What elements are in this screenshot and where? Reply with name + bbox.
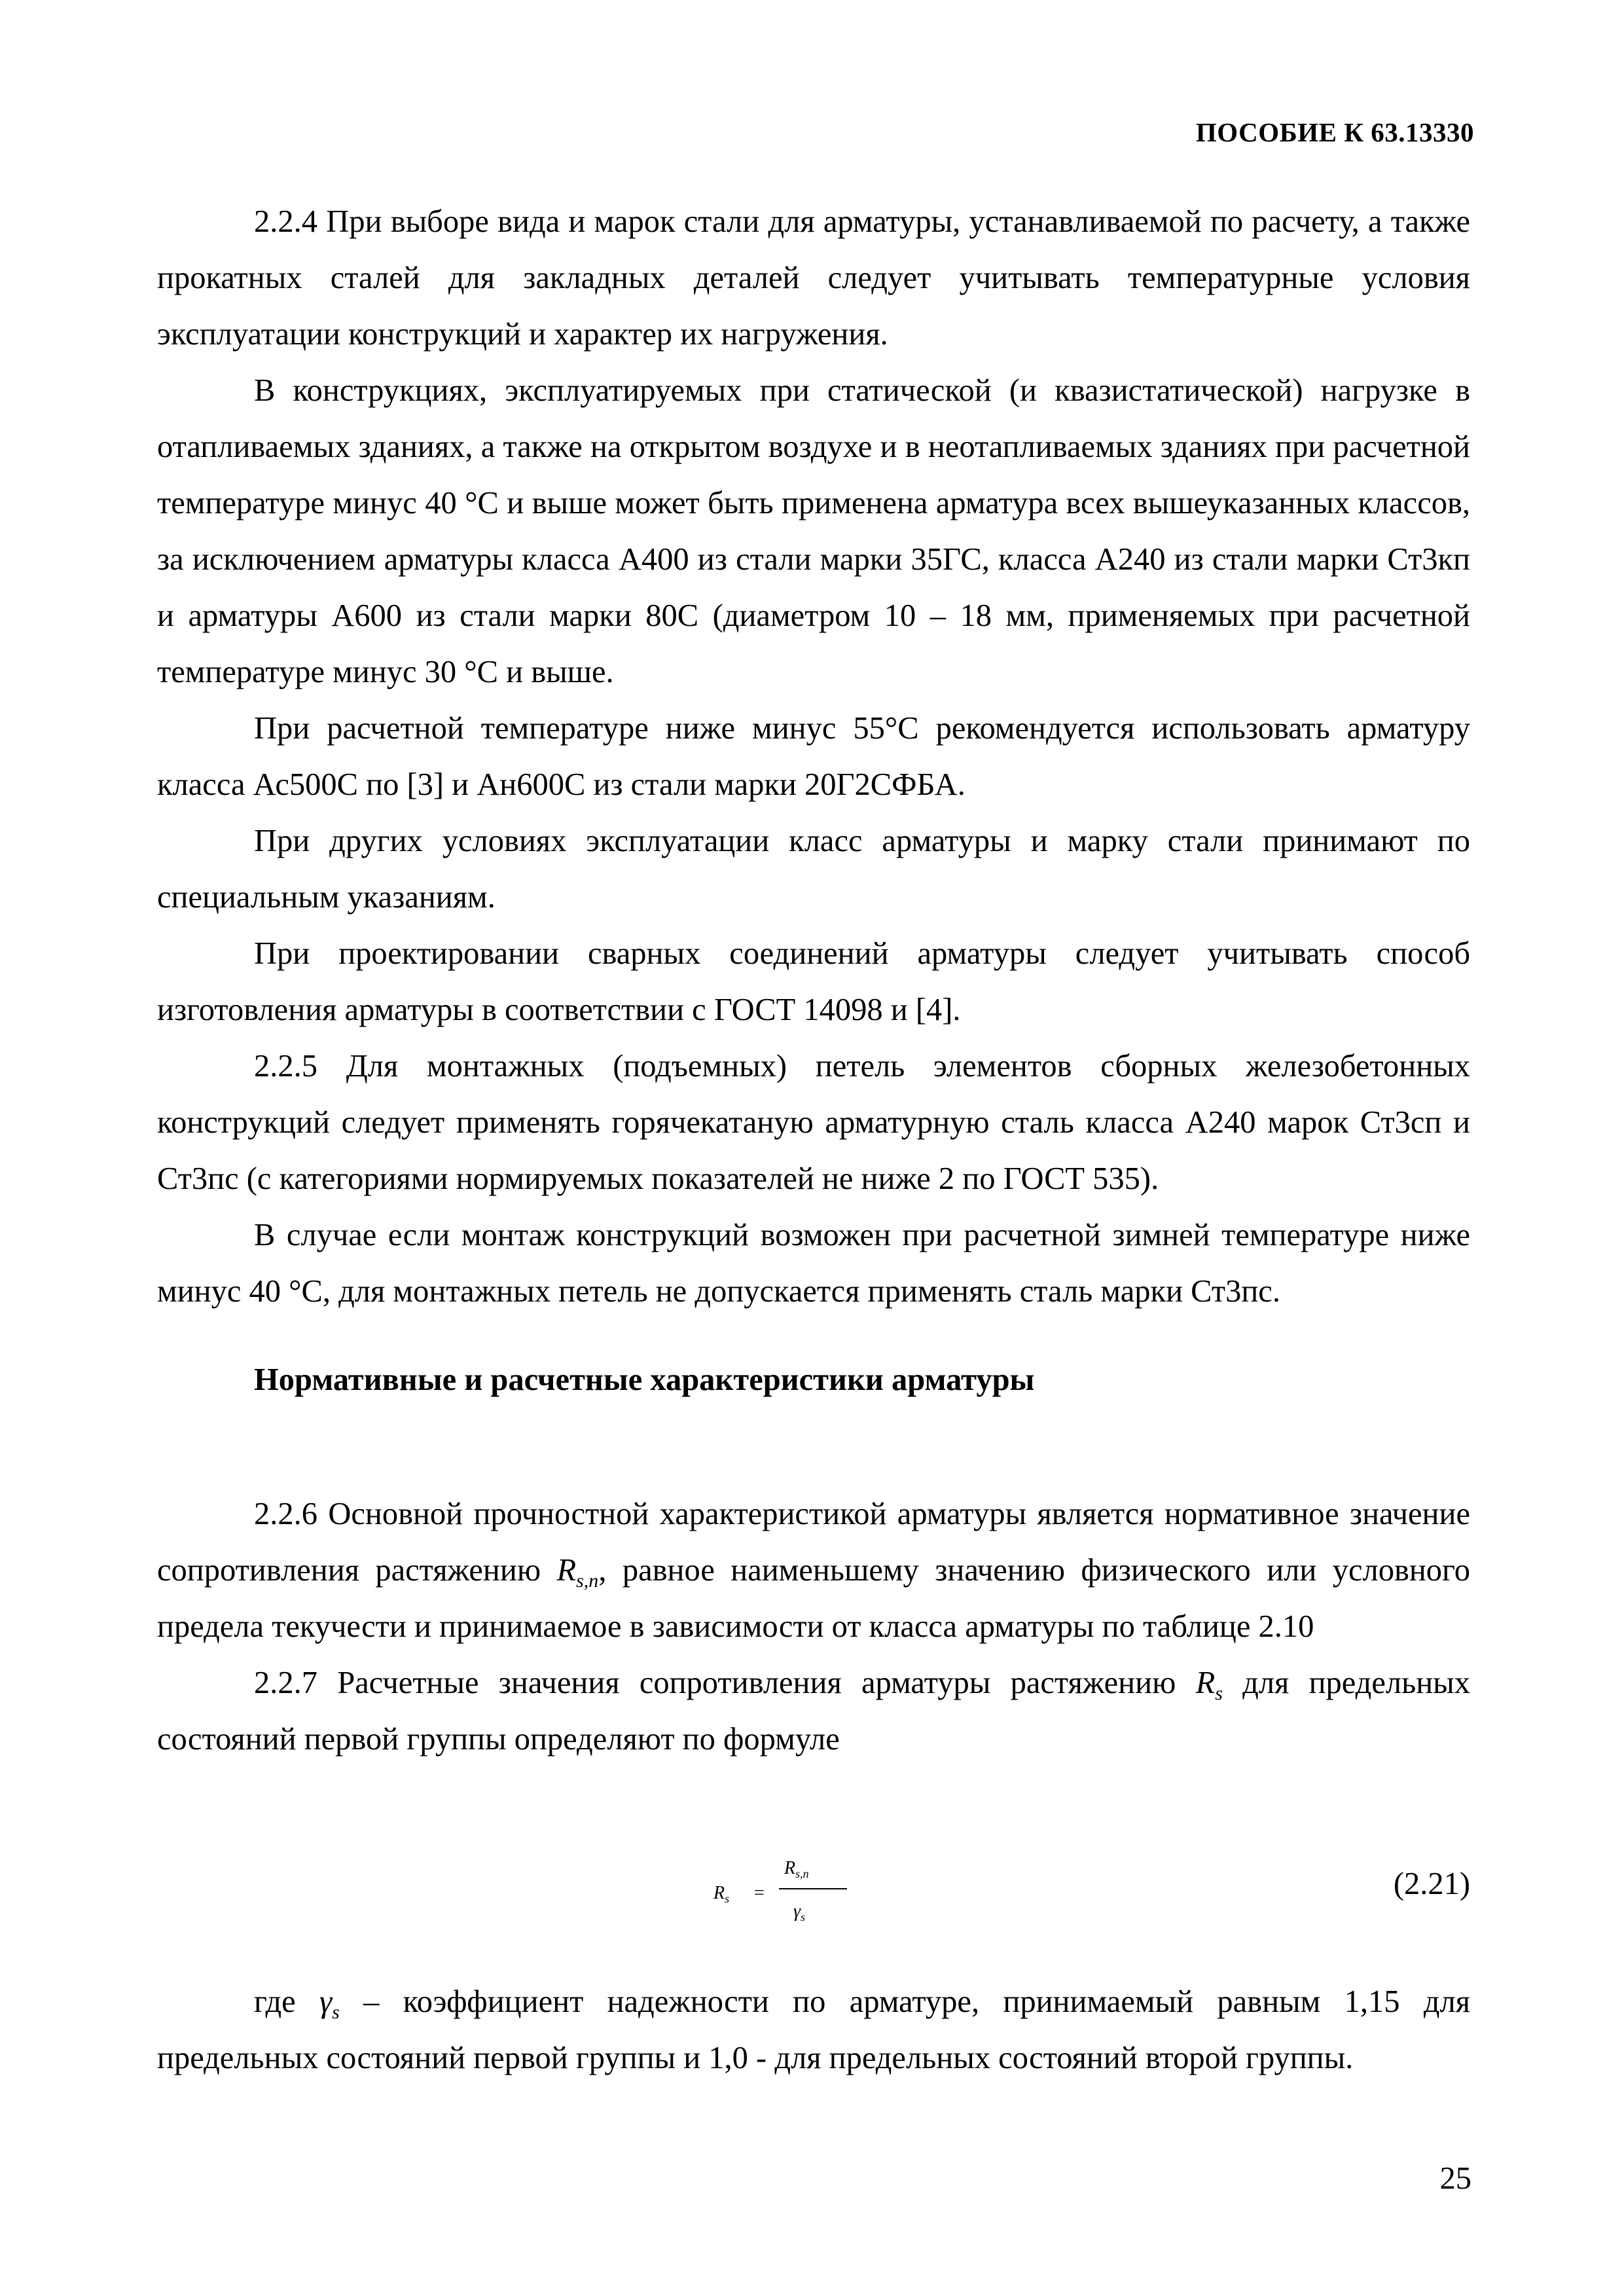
paragraph-static-load: В конструкциях, эксплуатируемых при статической (и квазистатической) нагрузке в отапливаемых зданиях, а также на открытом воздухе и в неотапливаемых зданиях при расчетной температуре минус 40 °С и выше может быть применена арматура всех вышеуказанных классов, за исключением арматуры класса А400 из стали марки 35ГС, класса А240 из стали марки Ст3кп и арматуры А600 из стали марки 80С (диаметром 10 – 18 мм, применяемых при расчетной температуре минус 30 °С и выше. [157,373,1470,689]
section-heading: Нормативные и расчетные характеристики арматуры [254,1362,1035,1397]
paragraph-2-2-7: 2.2.7 Расчетные значения сопротивления арматуры растяжению $R_s$ для предельных состояний первой группы определяют по формуле [157,1666,1470,1757]
subscript-s-n: s,n [576,1570,599,1592]
formula-denominator: $\gamma_s$ [793,1901,806,1923]
paragraph-2-2-6: 2.2.6 Основной прочностной характеристикой арматуры является нормативное значение сопротивления растяжению $R_{s,n}$, равное наименьшему значению физического или условного предела текучести и принимаемое в зависимости от класса арматуры по таблице 2.10 [157,1497,1470,1644]
paragraph-welded-joints: При проектировании сварных соединений арматуры следует учитывать способ изготовления арматуры в соответствии с ГОСТ 14098 и [4]. [157,936,1470,1027]
paragraph-2-2-5: 2.2.5 Для монтажных (подъемных) петель элементов сборных железобетонных конструкций следует применять горячекатаную арматурную сталь класса А240 марок Ст3сп и Ст3пс (с категориями нормируемых показателей не ниже 2 по ГОСТ 535). [157,1049,1470,1196]
formula-lhs: $R_s$ [713,1883,730,1905]
formula-number: (2.21) [1393,1867,1470,1901]
fraction-bar [779,1888,847,1889]
body-text-middle [157,1486,1470,1768]
paragraph-gamma-definition: где $\gamma_s$ – коэффициент надежности по арматуре, принимаемый равным 1,15 для предельных состояний первой группы и 1,0 - для предельных состояний второй группы. [157,1984,1471,2075]
body-text-bottom [157,1974,1470,2086]
formula-equals: = [754,1883,765,1903]
formula-numerator: $R_{s,n}$ [784,1858,809,1880]
paragraph-2-2-4: 2.2.4 При выборе вида и марок стали для арматуры, устанавливаемой по расчету, а также прокатных сталей для закладных деталей следует учитывать температурные условия эксплуатации конструкций и характер их нагружения. [157,204,1470,352]
paragraph-winter-mounting: В случае если монтаж конструкций возможен при расчетной зимней температуре ниже минус 40 °С, для монтажных петель не допускается применять сталь марки Ст3пс. [157,1218,1470,1309]
page-header: ПОСОБИЕ К 63.13330 [1195,117,1474,147]
symbol-gamma: γ [319,1984,333,2019]
subscript-s: s [332,2001,340,2023]
subscript-s: s [1215,1683,1223,1704]
page-number: 25 [1439,2161,1471,2196]
body-text-top [157,194,1470,1320]
formula-2-21 [713,1858,857,1930]
paragraph-low-temperature: При расчетной температуре ниже минус 55°С рекомендуется использовать арматуру класса Ас500С по [3] и Ан600С из стали марки 20Г2СФБА. [157,711,1470,802]
symbol-r: R [556,1553,577,1588]
paragraph-other-conditions: При других условиях эксплуатации класс арматуры и марку стали принимают по специальным указаниям. [157,824,1470,915]
symbol-r: R [1195,1666,1216,1700]
